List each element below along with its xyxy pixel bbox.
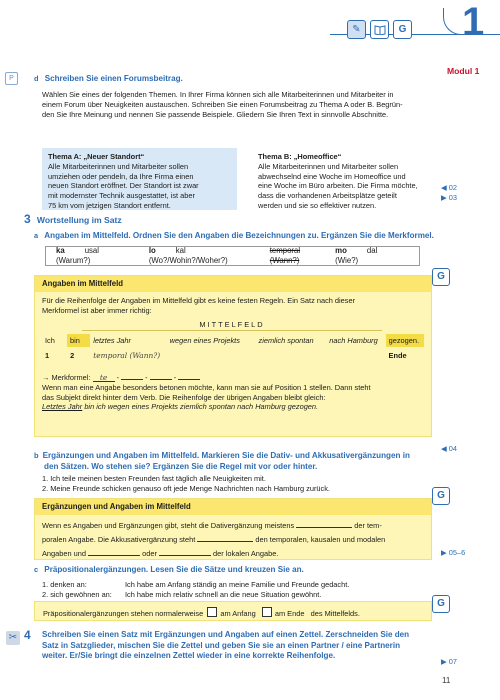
position-row: 1 2 temporal (Wann?) Ende [42,349,424,363]
task-3a-heading: a Angaben im Mittelfeld. Ordnen Sie den Angaben die Bezeichnungen zu. Ergänzen Sie die Merkformel. [34,231,434,240]
theme-a-box: Thema A: „Neuer Standort“ Alle Mitarbeiterinnen und Mitarbeiter sollen umziehen oder pendeln, da Ihre Firma einen neuen Standort eröffnet. Der Standort ist zwar mit modernster Technik ausgestattet, ist aber 75 km vom jetzigen Standort entfernt. [42,148,237,210]
task-d-instructions: Wählen Sie eines der folgenden Themen. In Ihrer Firma können sich alle Mitarbeiterinnen und Mitarbeiter in einem Forum über Neuigkeiten austauschen. Schreiben Sie einen Forumsbeitrag zu Thema A oder B. Begrün- den Sie Ihre Meinung und nennen Sie passende Beispiele. Gliedern Sie Ihren Text in sinnvolle Abschnitte. [42,90,403,119]
cut-scissors-icon: ✂ [6,631,20,645]
term-lokal: lo kal (Wo?/Wohin?/Woher?) [148,245,228,265]
grammar-g-badge-1: G [432,268,450,286]
handwritten-answer: temporal (Wann?) [93,351,161,361]
book-icon[interactable] [370,20,389,39]
grammar-box-title: Angaben im Mittelfeld [35,276,431,292]
task-3a-title: Angaben im Mittelfeld. Ordnen Sie den Angaben die Bezeichnungen zu. Ergänzen Sie die Merkformel. [44,231,434,240]
section-3-title: Wortstellung im Satz [36,215,122,225]
page-number: 11 [442,676,451,685]
track-04[interactable]: ◀ 04 [441,444,457,453]
sentence-2: 2. Meine Freunde schicken genauso oft jede Menge Nachrichten nach Hamburg zurück. [42,483,330,493]
task-d-title: Schreiben Sie einen Forumsbeitrag. [44,74,183,83]
example-sentence: Letztes Jahr bin ich wegen eines Projekts ziemlich spontan nach Hamburg gezogen. [42,402,319,412]
word-wegen-eines-projekts: wegen eines Projekts [169,335,240,345]
rule-line-1: Wenn es Angaben und Ergänzungen gibt, steht die Dativergänzung meistens der tem- [42,521,382,531]
task-3b-sentences [42,474,330,494]
task-d-heading: d Schreiben Sie einen Forumsbeitrag. [34,74,183,83]
track-05-6[interactable]: ▶ 05–6 [441,548,466,557]
grammar-g-badge-2: G [432,487,450,505]
track-02[interactable]: ◀ 02 [441,183,457,192]
task-3b-heading: b Ergänzungen und Angaben im Mittelfeld. Markieren Sie die Dativ- und Akkusativergänzungen in den Sätzen. Wo stehen sie? Ergänzen Sie die Regel mit vor oder hinter. [34,451,410,471]
term-kausal: ka usal (Warum?) [56,245,99,265]
theme-a-title: Thema A: „Neuer Standort“ [48,152,145,161]
section-4-number: 4 [24,628,31,642]
merkformel-line: → Merkformel: te - - - [42,371,424,383]
section-4-instructions: Schreiben Sie einen Satz mit Ergänzungen und Angaben auf einen Zettel. Zerschneiden Sie den Satz in Satzglieder, mischen Sie die Zettel und geben Sie sie an einen Partner / eine Partnerin weiter. Er/Sie bringt die einzelnen Zettel wieder in eine korrekte Reihenfolge. [42,630,410,661]
track-07[interactable]: ▶ 07 [441,657,457,666]
term-modal: mo dal (Wie?) [335,245,378,265]
formula-blank-2[interactable] [121,371,143,380]
modul-label: Modul 1 [447,66,480,76]
formula-blank-1[interactable]: te [93,373,115,382]
rule-line-3: Angaben und oder der lokalen Angabe. [42,549,279,559]
merkformel-terms-box [45,246,420,266]
chapter-number: 1 [462,0,485,44]
theme-b-box: Thema B: „Homeoffice“ Alle Mitarbeiterinnen und Mitarbeiter sollen abwechselnd eine Woche im Homeoffice und eine Woche im Büro arbeiten. Die Firma möchte, dass die vorhandenen Arbeitsplätze geteilt werden und sie so effektiver nutzen. [258,148,438,215]
formula-blank-4[interactable] [178,371,200,380]
word-bin: bin [67,334,90,348]
word-ich: Ich [45,335,55,345]
task-3c-sentences: 1. denken an: Ich habe am Anfang ständig an meine Familie und Freunde gedacht. 2. sich gewöhnen an: Ich habe mich relativ schnell an die neue Situation gewöhnt. [42,580,350,599]
sentence-1: 1. Ich teile meinen besten Freunden fast täglich alle Neuigkeiten mit. [42,474,266,483]
task-3c-title: Präpositionalergänzungen. Lesen Sie die Sätze und kreuzen Sie an. [44,565,304,574]
grammar-box-ergaenzungen [34,498,432,560]
theme-b-title: Thema B: „Homeoffice“ [258,152,342,161]
grammar-box-praeposition: Präpositionalergänzungen stehen normalerweise am Anfang am Ende des Mittelfelds. [34,601,432,621]
checkbox-am-anfang[interactable] [207,607,217,617]
mittelfeld-label: MITTELFELD [82,320,382,331]
section-3-heading: 3 Wortstellung im Satz [24,212,122,226]
grammar-g-badge-3: G [432,595,450,613]
rule-blank-3[interactable] [88,547,140,556]
checkbox-am-ende[interactable] [262,607,272,617]
word-nach-hamburg: nach Hamburg [329,335,378,345]
pencil-icon[interactable]: ✎ [347,20,366,39]
grammar-box-2-title: Ergänzungen und Angaben im Mittelfeld [35,499,431,515]
rule-blank-1[interactable] [296,519,352,528]
grammar-g-icon[interactable]: G [393,20,412,39]
side-marker-icon: P [5,72,18,85]
word-letztes-jahr: letztes Jahr [93,335,131,345]
formula-blank-3[interactable] [150,371,172,380]
rule-blank-2[interactable] [197,533,253,542]
term-temporal: temporal (Wann?) [269,245,301,265]
track-03[interactable]: ▶ 03 [441,193,457,202]
task-3c-heading: c Präpositionalergänzungen. Lesen Sie die Sätze und kreuzen Sie an. [34,565,304,574]
rule-line-2: poralen Angabe. Die Akkusativergänzung steht den temporalen, kausalen und modalen [42,535,386,545]
rule-blank-4[interactable] [159,547,211,556]
word-gezogen: gezogen. [386,334,424,348]
mittelfeld-sentence [42,334,424,348]
grammar-box-mittelfeld: Angaben im Mittelfeld Für die Reihenfolge der Angaben im Mittelfeld gibt es keine festen Regeln. Ein Satz nach dieser Merkformel ist aber immer richtig: MITTELFELD Ich bin letztes Jahr wegen eines Projekts ziemlich spontan nach Hamburg gezogen. 1 2 temporal (Wann?) Ende → Merkformel: te - - - Wenn man eine Angabe besonders betonen möchte, kann man sie auf Position 1 stellen. Dann steht das Subjekt direkt hinter dem Verb. Die Reihenfolge der übrigen Angaben bleibt gleich: Letztes Jahr bin ich wegen eines Projekts ziemlich spontan nach Hamburg gezogen. [34,275,432,437]
word-ziemlich-spontan: ziemlich spontan [258,335,314,345]
